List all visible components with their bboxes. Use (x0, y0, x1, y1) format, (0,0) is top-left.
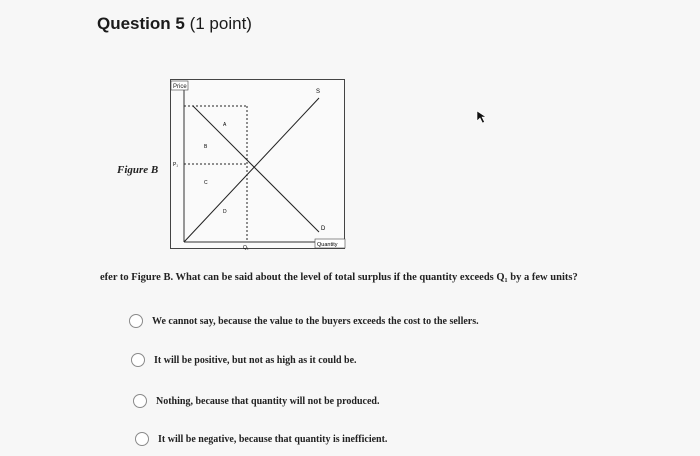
answer-choice-2[interactable] (131, 353, 357, 367)
graph-canvas (171, 80, 346, 250)
price-label: P₁ (173, 162, 179, 168)
radio-button-4[interactable] (135, 432, 149, 446)
answer-choice-4[interactable] (135, 432, 387, 446)
area-label-b: B (204, 144, 208, 150)
demand-curve (193, 106, 319, 232)
area-label-c: C (204, 180, 208, 186)
answer-choice-1[interactable] (129, 314, 479, 328)
demand-label: D (321, 226, 326, 232)
question-number: Question 5 (97, 14, 185, 33)
answer-choice-3-label: Nothing, because that quantity will not be produced. (156, 395, 380, 407)
question-title (97, 14, 252, 34)
mouse-cursor-icon (476, 110, 488, 124)
radio-button-3[interactable] (133, 394, 147, 408)
supply-curve (184, 98, 319, 242)
answer-choice-3[interactable] (133, 394, 379, 408)
figure-label: Figure B (117, 164, 159, 176)
radio-button-2[interactable] (131, 353, 145, 367)
x-axis-label: Quantity (317, 242, 338, 248)
radio-button-1[interactable] (129, 314, 143, 328)
y-axis-label: Price (173, 84, 187, 90)
answer-choice-2-label: It will be positive, but not as high as it could be. (154, 354, 357, 366)
quantity-label: Q₁ (243, 245, 249, 250)
area-label-a: A (223, 122, 227, 128)
answer-choice-1-label: We cannot say, because the value to the buyers exceeds the cost to the sellers. (152, 315, 479, 327)
question-points: (1 point) (189, 14, 252, 33)
answer-choice-4-label: It will be negative, because that quantity is inefficient. (158, 433, 388, 445)
supply-label: S (316, 89, 321, 95)
question-text: efer to Figure B. What can be said about the level of total surplus if the quantity exceeds Q₁ by a few units? (100, 272, 578, 283)
area-label-d: D (223, 209, 227, 215)
supply-demand-graph (170, 79, 345, 249)
